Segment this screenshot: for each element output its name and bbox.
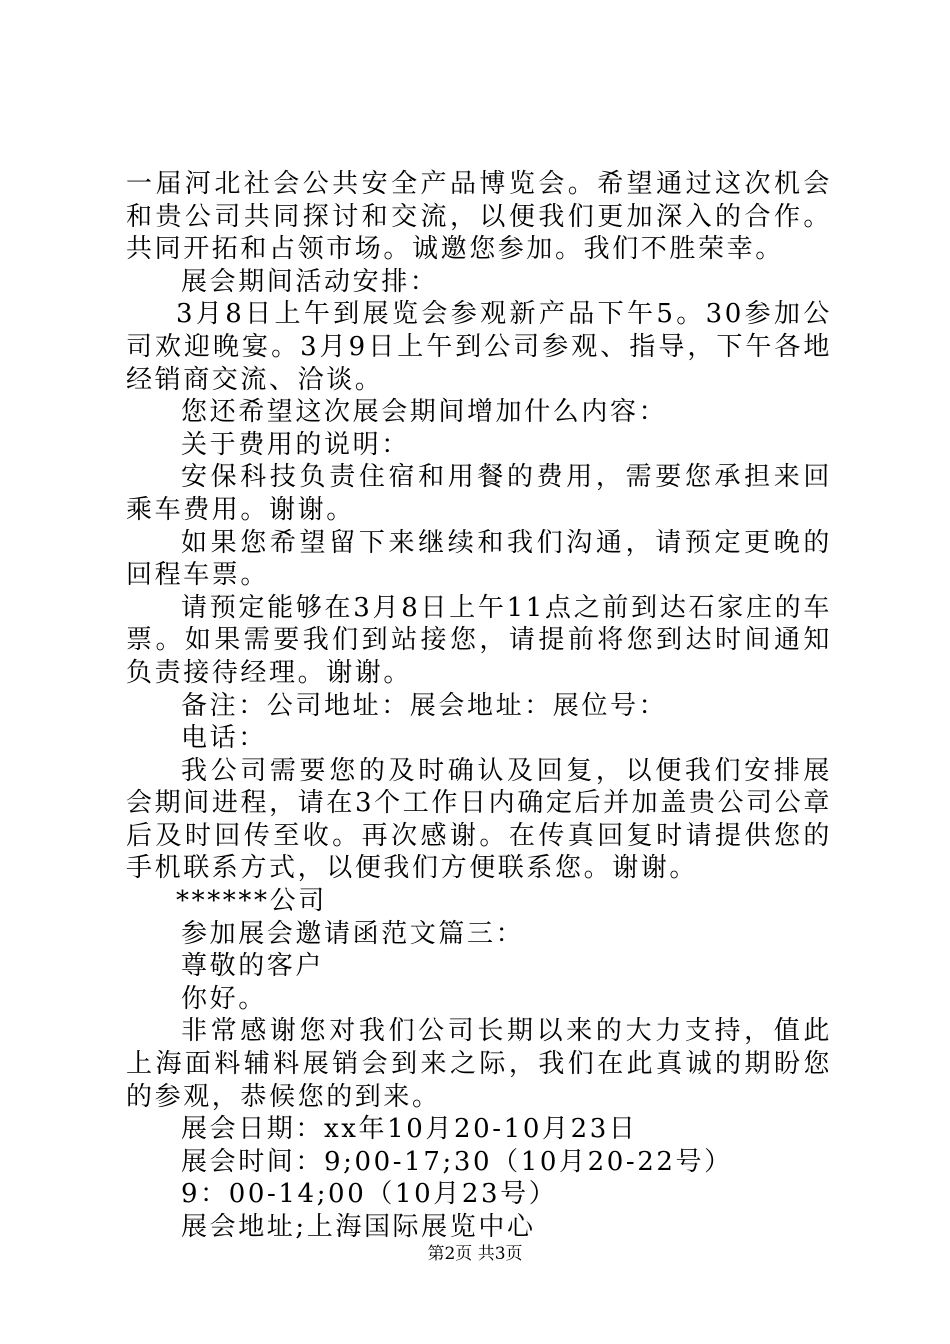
paragraph-intro: 一届河北社会公共安全产品博览会。希望通过这次机会和贵公司共同探讨和交流，以便我们更加深入的合作。共同开拓和占领市场。诚邀您参加。我们不胜荣幸。: [126, 169, 832, 265]
page-footer: 第2页 共3页: [427, 1244, 523, 1264]
paragraph-thanks: 非常感谢您对我们公司长期以来的大力支持，值此上海面料辅料展销会到来之际，我们在此真诚的期盼您的参观，恭候您的到来。: [126, 1016, 832, 1112]
document-body: [126, 168, 832, 1244]
paragraph-arrival: 请预定能够在3月8日上午11点之前到达石家庄的车票。如果需要我们到站接您，请提前将您到达时间通知负责接待经理。谢谢。: [126, 592, 832, 688]
paragraph-confirmation: 我公司需要您的及时确认及回复，以便我们安排展会期间进程，请在3个工作日内确定后并加盖贵公司公章后及时回传至收。再次感谢。在传真回复时请提供您的手机联系方式，以便我们方便联系您。谢谢。: [126, 755, 832, 884]
paragraph-greeting: 你好。: [181, 983, 267, 1014]
paragraph-question: 您还希望这次展会期间增加什么内容：: [181, 397, 668, 428]
paragraph-company: ******公司: [176, 886, 327, 917]
paragraph-exhibit-time: 展会时间：9;00-17;30（10月20-22号）: [181, 1146, 733, 1177]
paragraph-fee-heading: 关于费用的说明：: [181, 429, 410, 460]
paragraph-activity-heading: 展会期间活动安排：: [181, 266, 439, 297]
paragraph-exhibit-time-2: 9：00-14;00（10月23号）: [181, 1179, 558, 1210]
paragraph-exhibit-address: 展会地址;上海国际展览中心: [181, 1212, 536, 1242]
paragraph-return-ticket: 如果您希望留下来继续和我们沟通，请预定更晚的回程车票。: [126, 527, 832, 591]
paragraph-remarks: 备注：公司地址：展会地址：展位号：: [181, 690, 668, 721]
paragraph-fee-detail: 安保科技负责住宿和用餐的费用，需要您承担来回乘车费用。谢谢。: [126, 462, 832, 525]
paragraph-section-title: 参加展会邀请函范文篇三：: [181, 918, 525, 949]
paragraph-phone: 电话：: [181, 723, 267, 754]
paragraph-schedule: 3月8日上午到展览会参观新产品下午5。30参加公司欢迎晚宴。3月9日上午到公司参观、指导，下午各地经销商交流、洽谈。: [126, 299, 832, 395]
paragraph-salutation: 尊敬的客户: [181, 951, 325, 982]
paragraph-exhibit-date: 展会日期：xx年10月20-10月23日: [181, 1114, 638, 1145]
